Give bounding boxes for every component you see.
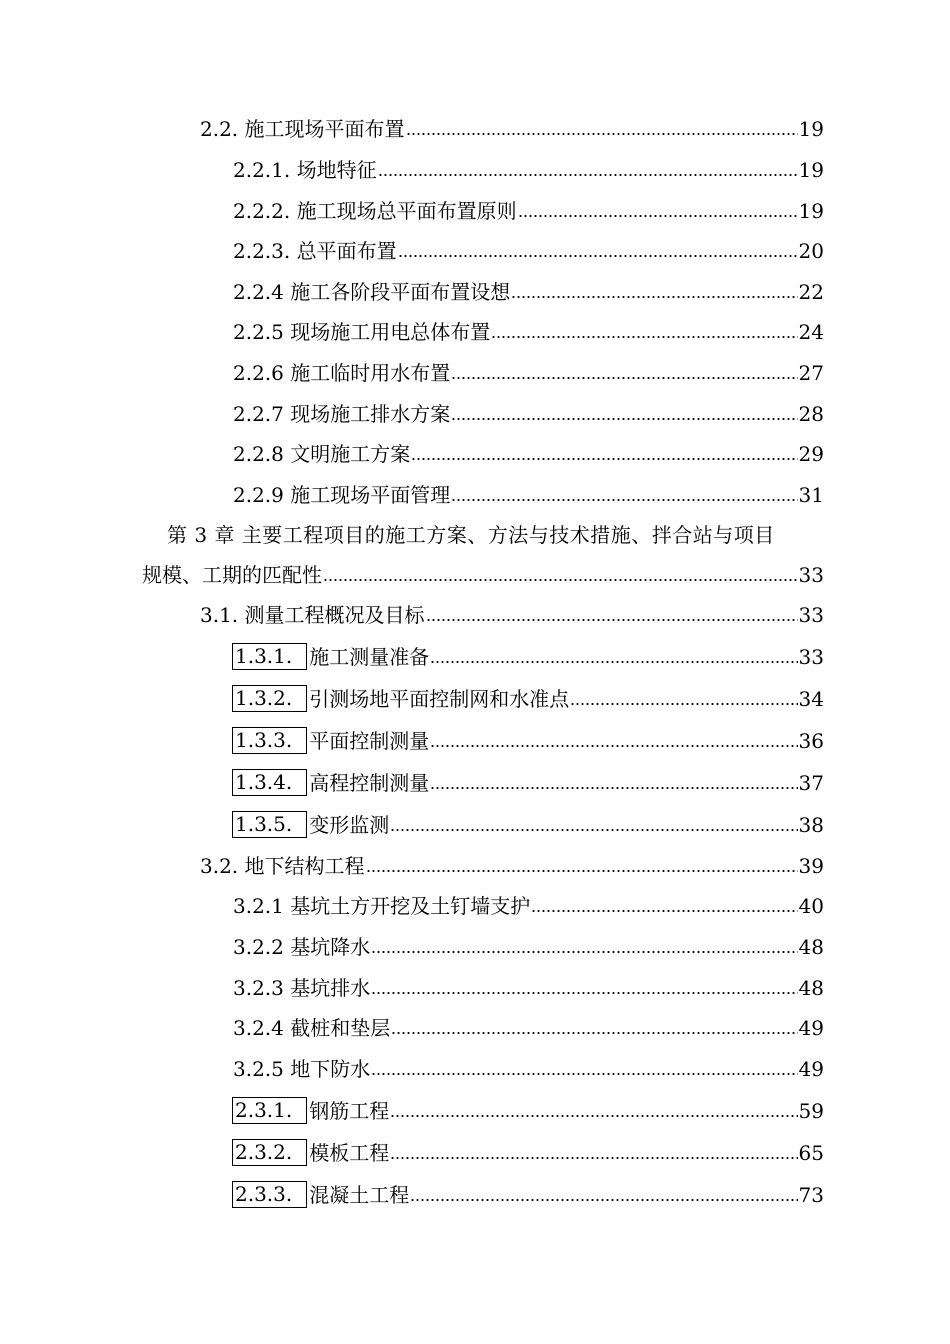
dot-leader (366, 869, 798, 873)
toc-entry-label: 模板工程 (309, 1141, 390, 1165)
toc-entry-label: 3.2.5 地下防水 (233, 1057, 371, 1081)
dot-leader (491, 335, 797, 339)
toc-entry-label: 2.2.6 施工临时用水布置 (233, 361, 451, 385)
toc-page-number: 33 (798, 603, 824, 627)
dot-leader (411, 457, 797, 461)
toc-entry-label: 3.1. 测量工程概况及目标 (200, 603, 425, 627)
toc-entry-3-2-4[interactable] (233, 1011, 824, 1041)
toc-page-number: 20 (798, 239, 824, 263)
toc-entry-2-3-3[interactable] (232, 1178, 824, 1208)
toc-entry-label: 3.2.3 基坑排水 (233, 976, 371, 1000)
dot-leader (390, 1114, 797, 1118)
toc-entry-2-2-8[interactable] (233, 437, 824, 467)
toc-entry-label: 3.2.1 基坑土方开挖及土钉墙支护 (233, 894, 531, 918)
toc-entry-label: 3.2. 地下结构工程 (200, 854, 365, 878)
toc-entry-label: 3.2.2 基坑降水 (233, 935, 371, 959)
boxed-number: 1.3.3. (232, 727, 307, 754)
toc-page-number: 28 (798, 402, 824, 426)
toc-entry-2-2-6[interactable] (233, 356, 824, 386)
toc-entry-3-2-5[interactable] (233, 1052, 824, 1082)
dot-leader (390, 828, 797, 832)
dot-leader (371, 1072, 797, 1076)
toc-page-number: 22 (798, 280, 824, 304)
toc-entry-label: 3.2.4 截桩和垫层 (233, 1016, 391, 1040)
toc-entry-label: 2.2.8 文明施工方案 (233, 442, 411, 466)
dot-leader (371, 991, 797, 995)
toc-page-number: 40 (798, 894, 824, 918)
toc-entry-2-2-7[interactable] (233, 397, 824, 427)
boxed-number: 1.3.4. (232, 769, 307, 796)
dot-leader (430, 660, 797, 664)
toc-entry-2-2-5[interactable] (233, 315, 824, 345)
toc-entry-2-2[interactable] (200, 112, 824, 142)
dot-leader (430, 744, 797, 748)
toc-entry-1-3-2[interactable] (232, 682, 824, 712)
boxed-number: 1.3.2. (232, 685, 307, 712)
toc-entry-label: 引测场地平面控制网和水准点 (309, 687, 570, 711)
dot-leader (371, 950, 797, 954)
toc-entry-1-3-3[interactable] (232, 724, 824, 754)
dot-leader (518, 214, 798, 218)
toc-entry-2-2-9[interactable] (233, 478, 824, 508)
dot-leader (378, 173, 798, 177)
toc-entry-1-3-1[interactable] (232, 640, 824, 670)
dot-leader (398, 254, 798, 258)
dot-leader (391, 1031, 797, 1035)
toc-page-number: 48 (798, 976, 824, 1000)
boxed-number: 2.3.3. (232, 1181, 307, 1208)
toc-entry-label: 2.2.3. 总平面布置 (233, 239, 397, 263)
toc-entry-label: 2.2.4 施工各阶段平面布置设想 (233, 280, 511, 304)
toc-entry-2-3-1[interactable] (232, 1094, 824, 1124)
toc-page-number: 29 (798, 442, 824, 466)
toc-entry-3-2[interactable] (200, 849, 824, 879)
toc-page-number: 24 (798, 320, 824, 344)
toc-page-number: 19 (798, 158, 824, 182)
toc-entry-label: 2.2.7 现场施工排水方案 (233, 402, 451, 426)
dot-leader (406, 132, 798, 136)
boxed-number: 1.3.1. (232, 643, 307, 670)
toc-entry-label: 2.2.9 施工现场平面管理 (233, 483, 451, 507)
toc-page-number: 27 (798, 361, 824, 385)
toc-entry-label: 2.2.5 现场施工用电总体布置 (233, 320, 491, 344)
toc-chapter-3-line1[interactable]: 第 3 章 主要工程项目的施工方案、方法与技术措施、拌合站与项目 (167, 523, 775, 547)
toc-entry-label: 平面控制测量 (309, 729, 430, 753)
dot-leader (451, 417, 797, 421)
dot-leader (451, 498, 797, 502)
toc-entry-label: 规模、工期的匹配性 (142, 563, 322, 587)
toc-entry-label: 钢筋工程 (309, 1099, 390, 1123)
toc-entry-3-2-2[interactable] (233, 930, 824, 960)
toc-entry-2-2-1[interactable] (233, 153, 824, 183)
toc-entry-label: 2.2.1. 场地特征 (233, 158, 377, 182)
dot-leader (323, 578, 798, 582)
boxed-number: 2.3.1. (232, 1097, 307, 1124)
toc-entry-label: 2.2. 施工现场平面布置 (200, 117, 405, 141)
toc-entry-3-2-1[interactable] (233, 889, 824, 919)
toc-entry-label: 高程控制测量 (309, 771, 430, 795)
dot-leader (531, 909, 797, 913)
toc-entry-label: 2.2.2. 施工现场总平面布置原则 (233, 199, 517, 223)
toc-page-number: 31 (798, 483, 824, 507)
dot-leader (570, 702, 797, 706)
toc-page-number: 59 (798, 1099, 824, 1123)
dot-leader (511, 295, 797, 299)
toc-page-number: 33 (798, 563, 824, 587)
toc-page-number: 34 (798, 687, 824, 711)
toc-page-number: 38 (798, 813, 824, 837)
toc-entry-2-2-2[interactable] (233, 194, 824, 224)
toc-chapter-3[interactable] (142, 558, 824, 588)
toc-page-number: 65 (798, 1141, 824, 1165)
toc-page-number: 48 (798, 935, 824, 959)
toc-page-number: 49 (798, 1016, 824, 1040)
boxed-number: 1.3.5. (232, 811, 307, 838)
dot-leader (410, 1198, 797, 1202)
toc-page-number: 73 (798, 1183, 824, 1207)
dot-leader (426, 618, 798, 622)
boxed-number: 2.3.2. (232, 1139, 307, 1166)
toc-page-number: 49 (798, 1057, 824, 1081)
toc-entry-2-2-3[interactable] (233, 234, 824, 264)
toc-page-number: 37 (798, 771, 824, 795)
toc-entry-label: 施工测量准备 (309, 645, 430, 669)
toc-entry-1-3-4[interactable] (232, 766, 824, 796)
toc-entry-2-2-4[interactable] (233, 275, 824, 305)
toc-entry-label: 混凝土工程 (309, 1183, 410, 1207)
toc-entry-label: 变形监测 (309, 813, 390, 837)
dot-leader (430, 786, 797, 790)
toc-page-number: 19 (798, 117, 824, 141)
toc-entry-2-3-2[interactable] (232, 1136, 824, 1166)
toc-entry-3-1[interactable] (200, 598, 824, 628)
toc-page-number: 39 (798, 854, 824, 878)
dot-leader (451, 376, 797, 380)
toc-page-number: 36 (798, 729, 824, 753)
toc-page-number: 33 (798, 645, 824, 669)
toc-page-number: 19 (798, 199, 824, 223)
toc-entry-1-3-5[interactable] (232, 808, 824, 838)
toc-entry-3-2-3[interactable] (233, 971, 824, 1001)
dot-leader (390, 1156, 797, 1160)
